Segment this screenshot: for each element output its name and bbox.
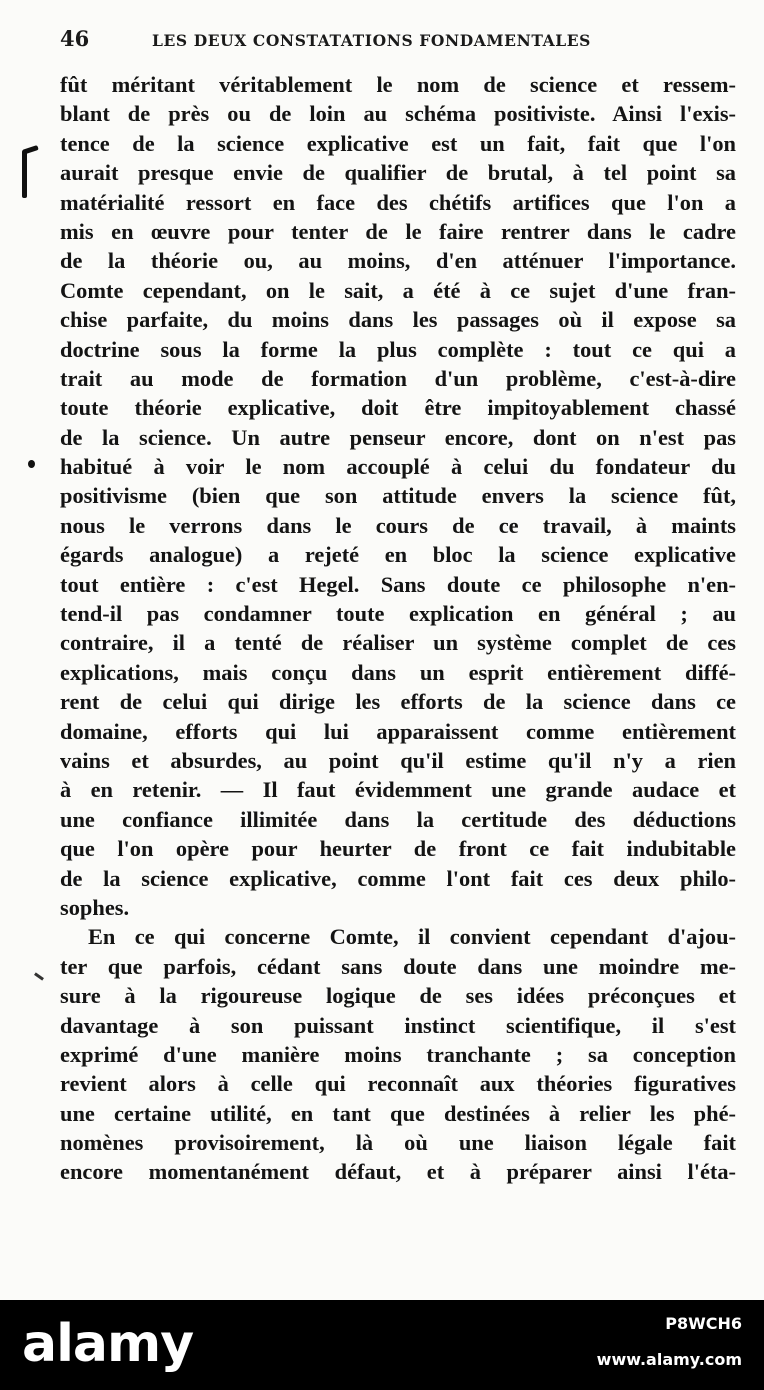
text-line: habitué à voir le nom accouplé à celui du fondateur du [60,454,736,480]
text-line: aurait presque envie de qualifier de brutal, à tel point sa [60,160,736,186]
text-line: tence de la science explicative est un fait, fait que l'on [60,130,736,156]
page-number: 46 [60,26,90,51]
text-line: rent de celui qui dirige les efforts de la science dans ce [60,689,736,715]
text-line-paragraph-start: En ce qui concerne Comte, il convient cependant d'ajou- [88,924,736,950]
text-line: matérialité ressort en face des chétifs artifices que l'on a [60,189,736,215]
text-line: que l'on opère pour heurter de front ce fait indubitable [60,836,736,862]
text-line: égards analogue) a rejeté en bloc la science explicative [60,542,736,568]
text-line: une confiance illimitée dans la certitude des déductions [60,806,736,832]
text-line: revient alors à celle qui reconnaît aux théories figuratives [60,1071,736,1097]
text-line: trait au mode de formation d'un problème, c'est-à-dire [60,365,736,391]
text-line-paragraph-end: sophes. [60,894,130,920]
text-line: blant de près ou de loin au schéma positiviste. Ainsi l'exis- [60,101,736,127]
body-text [60,70,736,1187]
text-line: contraire, il a tenté de réaliser un système complet de ces [60,630,736,656]
text-line: explications, mais conçu dans un esprit entièrement diffé- [60,659,736,685]
image-id: P8WCH6 [665,1314,742,1333]
watermark-banner [0,1300,764,1390]
text-line: fût méritant véritablement le nom de science et ressem- [60,72,736,97]
text-line: doctrine sous la forme la plus complète : tout ce qui a [60,336,736,362]
text-line: positivisme (bien que son attitude envers la science fût, [60,483,736,509]
text-line: sure à la rigoureuse logique de ses idées préconçues et [60,983,736,1009]
margin-ink-dot [28,460,35,468]
site-url: www.alamy.com [596,1350,742,1369]
text-line: nous le verrons dans le cours de ce travail, à maints [60,512,736,538]
text-line: vains et absurdes, au point qu'il estime qu'il n'y a rien [60,747,736,773]
text-line: une certaine utilité, en tant que destinées à relier les phé- [60,1100,736,1126]
text-line: exprimé d'une manière moins tranchante ; sa conception [60,1041,736,1067]
text-line: mis en œuvre pour tenter de le faire rentrer dans le cadre [60,218,736,244]
text-line: ter que parfois, cédant sans doute dans une moindre me- [60,953,736,979]
margin-ink-tick [34,972,44,980]
margin-annotation-mark [22,150,27,198]
page-header [60,26,700,56]
text-line: de la science. Un autre penseur encore, dont on n'est pas [60,424,736,450]
text-line: tout entière : c'est Hegel. Sans doute ce philosophe n'en- [60,571,736,597]
running-head: LES DEUX CONSTATATIONS FONDAMENTALES [152,31,591,50]
text-line: domaine, efforts qui lui apparaissent comme entièrement [60,718,736,744]
text-line: encore momentanément défaut, et à préparer ainsi l'éta- [60,1159,736,1185]
brand-logo: alamy [22,1314,194,1374]
text-line: de la science explicative, comme l'ont fait ces deux philo- [60,865,736,891]
text-line: davantage à son puissant instinct scientifique, il s'est [60,1012,736,1038]
text-line: nomènes provisoirement, là où une liaison légale fait [60,1130,736,1156]
text-line: Comte cependant, on le sait, a été à ce sujet d'une fran- [60,277,736,303]
text-line: chise parfaite, du moins dans les passages où il expose sa [60,307,736,333]
text-line: tend-il pas condamner toute explication en général ; au [60,601,736,627]
text-line: de la théorie ou, au moins, d'en atténuer l'importance. [60,248,736,274]
text-line: toute théorie explicative, doit être impitoyablement chassé [60,395,736,421]
text-line: à en retenir. — Il faut évidemment une grande audace et [60,777,736,803]
